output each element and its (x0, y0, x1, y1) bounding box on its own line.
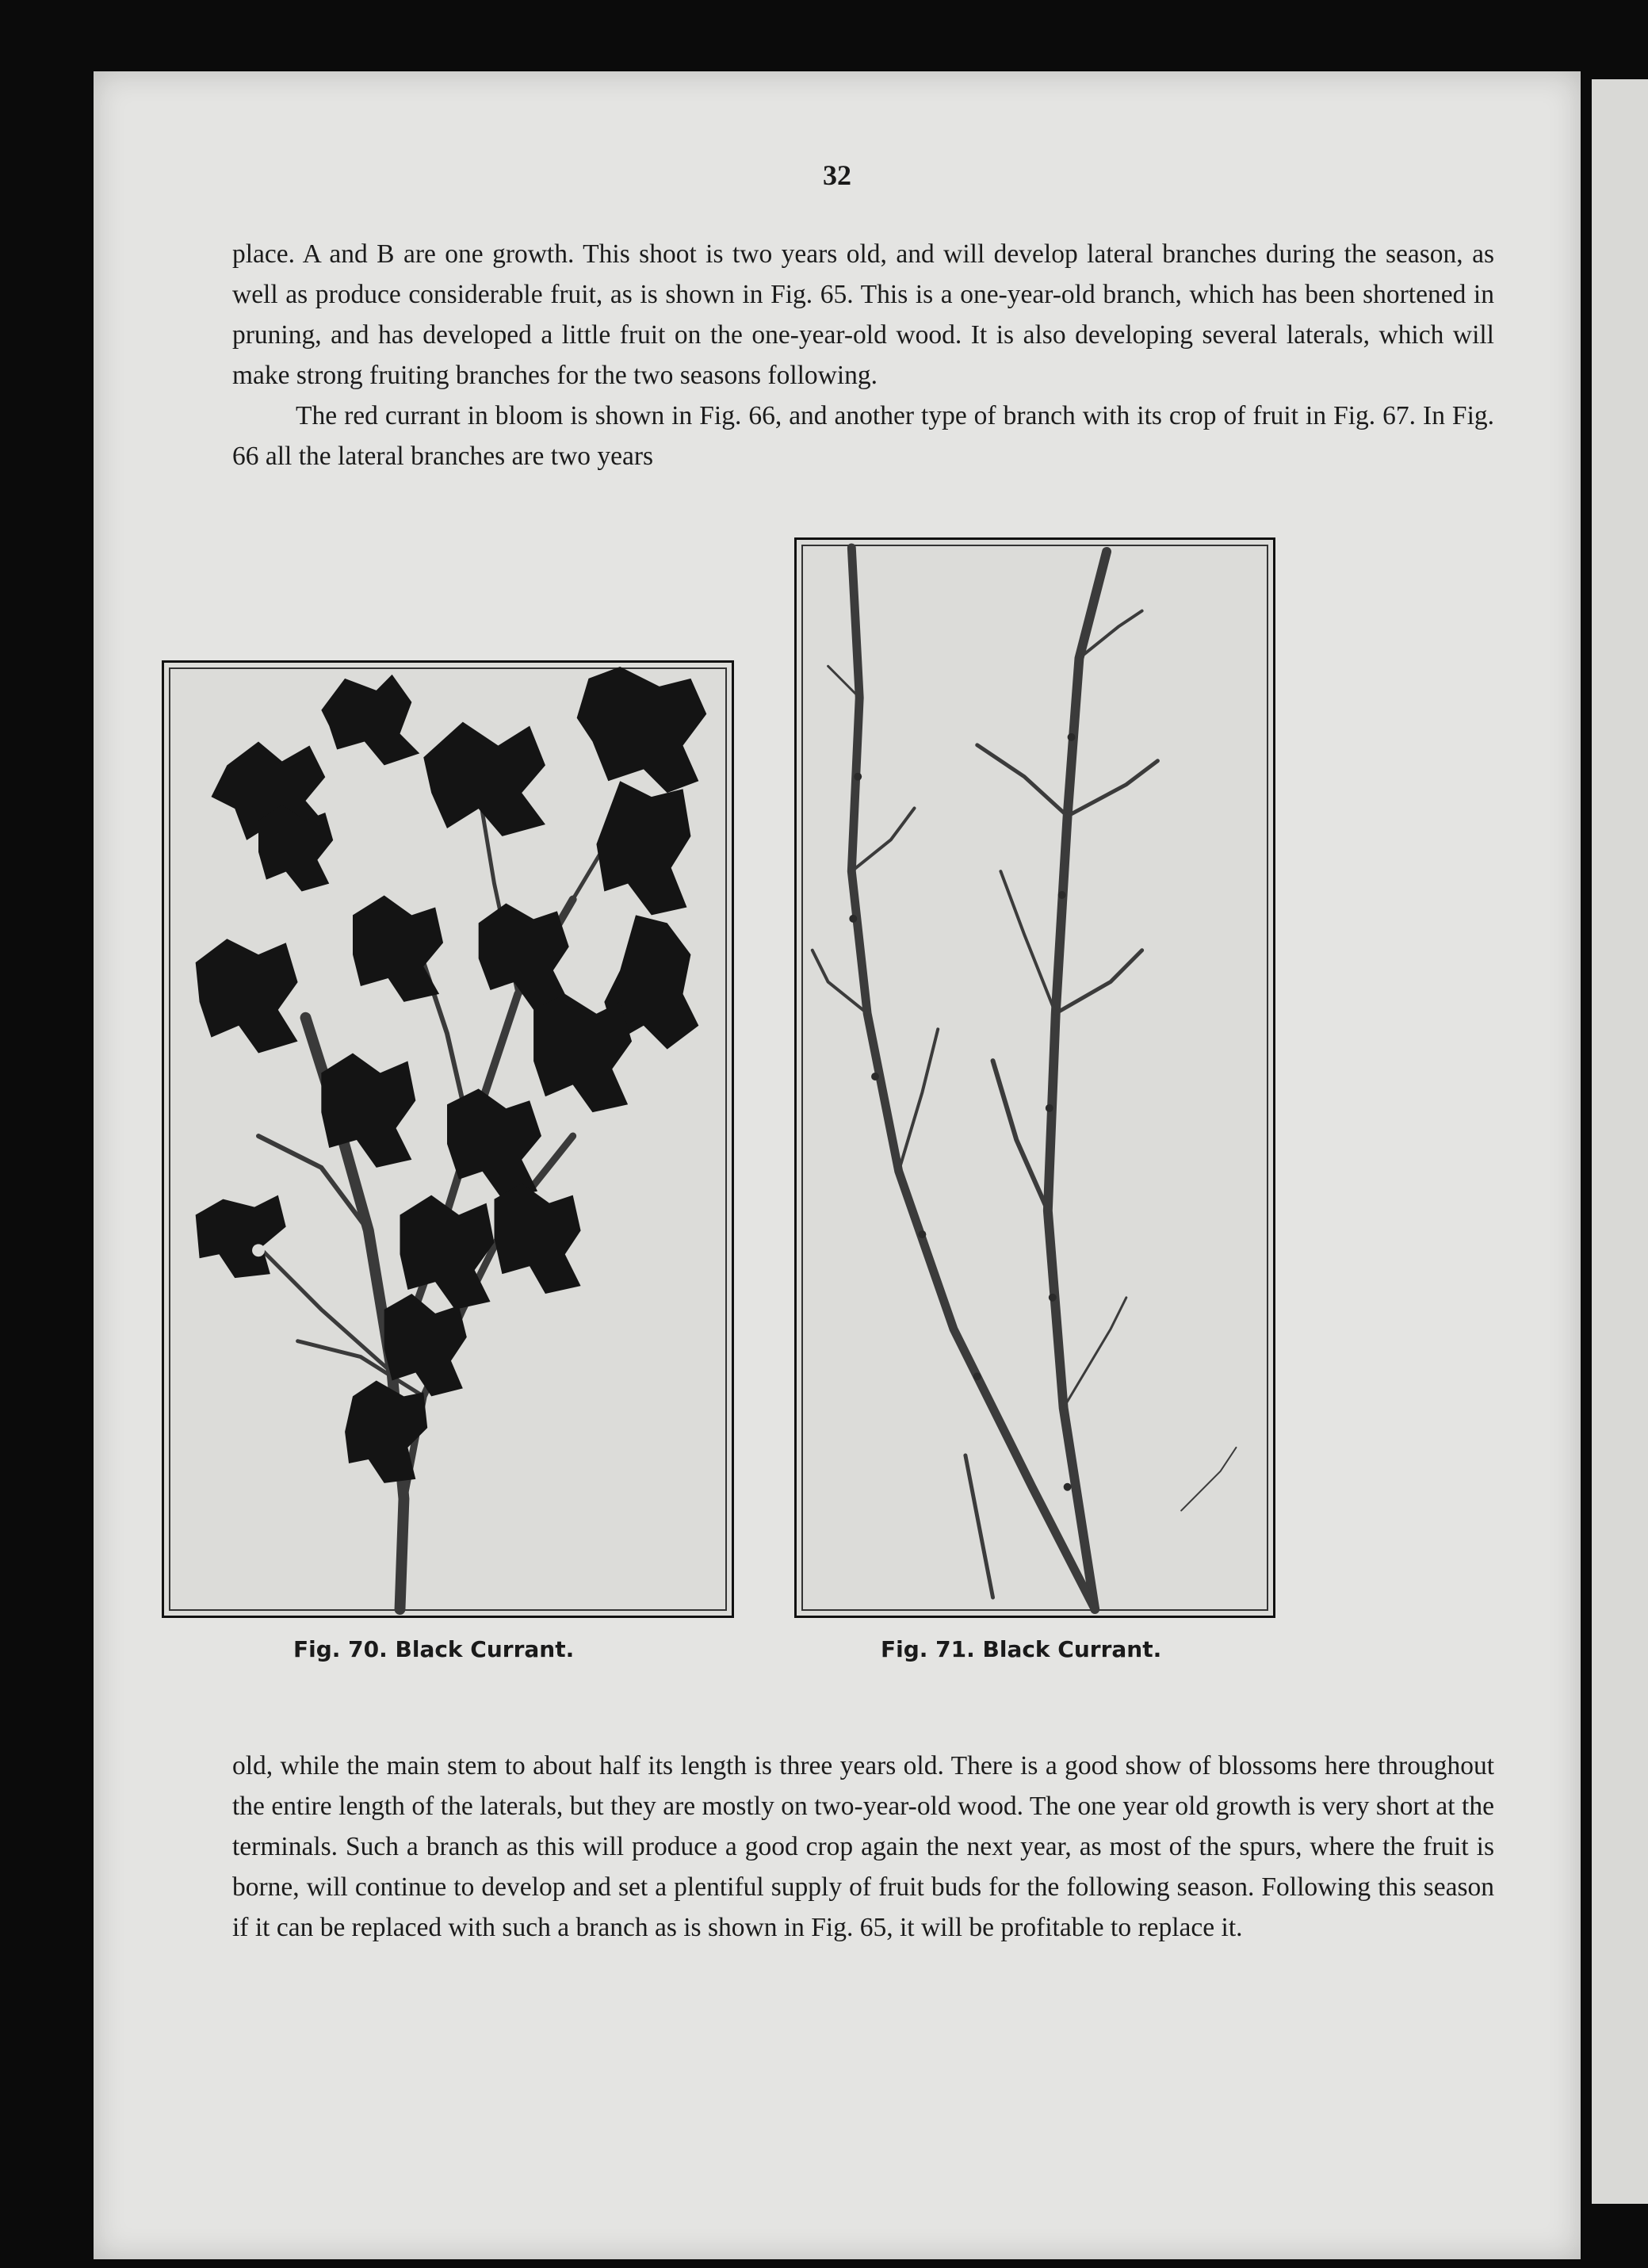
page-number: 32 (823, 159, 851, 191)
figure-71-caption: Fig. 71. Black Currant. (881, 1636, 1162, 1662)
figure-70-caption: Fig. 70. Black Currant. (293, 1636, 575, 1662)
text-block-bottom (232, 1746, 1494, 1948)
paragraph-second: The red currant in bloom is shown in Fig. 66, and another type of branch with its crop of fruit in Fig. 67. In Fig. 66 all the lateral branches are two years (232, 401, 1494, 471)
text-block-top (232, 234, 1494, 476)
page-gutter (1581, 71, 1592, 2268)
paragraph-top: place. A and B are one growth. This shoot is two years old, and will develop lateral branches during the season, as well as produce considerable fruit, as is shown in Fig. 65. This is a one-year-old branch, which has been shortened in pruning, and has developed a little fruit on the one-year-old wood. It is also developing several laterals, which will make strong fruiting branches for the two seasons following. (232, 239, 1494, 390)
leafy-branch-photo (164, 663, 732, 1616)
figure-71 (794, 537, 1275, 1618)
paragraph-bottom: old, while the main stem to about half its length is three years old. There is a good show of blossoms here throughout the entire length of the laterals, but they are mostly on two-year-old wood. The one year old growth is very short at the terminals. Such a branch as this will produce a good crop again the next year, as most of the spurs, where the fruit is borne, will continue to develop and set a plentiful supply of fruit buds for the following season. Following this season if it can be replaced with such a branch as is shown in Fig. 65, it will be profitable to replace it. (232, 1751, 1494, 1942)
figure-70 (162, 660, 734, 1618)
next-page-edge (1592, 79, 1648, 2204)
bare-twigs-photo (797, 540, 1273, 1616)
